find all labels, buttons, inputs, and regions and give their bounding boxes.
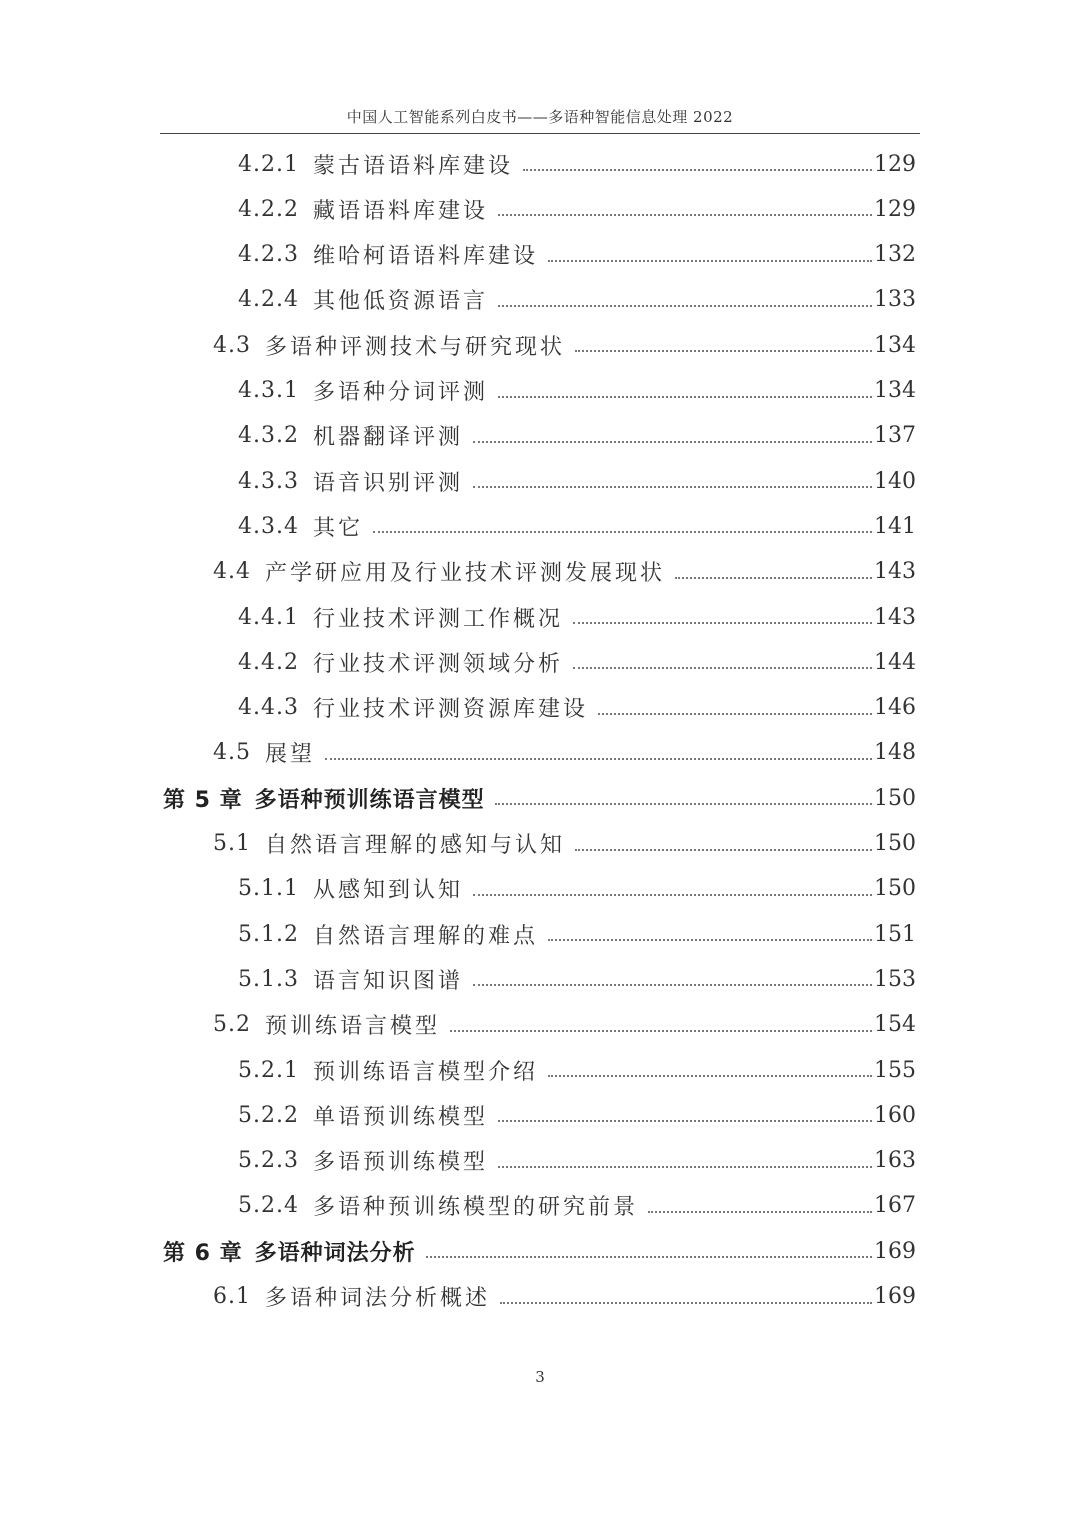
- toc-entry[interactable]: [238, 595, 916, 639]
- toc-entry-page: 129: [874, 151, 916, 177]
- dot-leader: [598, 713, 872, 715]
- toc-entry-title: 其它: [312, 515, 363, 541]
- toc-entry[interactable]: [238, 1184, 916, 1228]
- dot-leader: [548, 939, 872, 941]
- toc-entry-title: 从感知到认知: [312, 878, 463, 904]
- dot-leader: [473, 486, 872, 488]
- toc-entry-number: 第 5 章: [163, 787, 243, 813]
- dot-leader: [473, 984, 872, 986]
- dot-leader: [498, 214, 872, 216]
- toc-entry-number: 4.2.3: [238, 242, 299, 268]
- toc-entry-number: 5.1: [213, 831, 251, 856]
- toc-entry-title: 行业技术评测工作概况: [312, 606, 563, 632]
- page-number: 3: [535, 1368, 545, 1386]
- toc-entry-number: 6.1: [213, 1284, 251, 1309]
- toc-entry-number: 4.3.3: [238, 468, 299, 494]
- toc-entry-title: 多语种分词评测: [312, 380, 488, 405]
- toc-entry-title: 语音识别评测: [312, 470, 463, 496]
- toc-entry-page: 134: [874, 332, 916, 358]
- dot-leader: [548, 1075, 872, 1077]
- toc-entry-title: 多语种预训练语言模型: [254, 787, 485, 813]
- toc-entry-page: 129: [874, 196, 916, 222]
- dot-leader: [523, 169, 872, 171]
- toc-entry-title: 多语种词法分析: [254, 1240, 416, 1266]
- toc-entry-title: 单语预训练模型: [312, 1104, 488, 1130]
- toc-entry-title: 机器翻译评测: [312, 425, 463, 451]
- dot-leader: [573, 667, 872, 669]
- toc-entry-page: 151: [874, 921, 916, 947]
- dot-leader: [450, 1030, 872, 1032]
- toc-entry-title: 多语种词法分析概述: [265, 1286, 491, 1311]
- toc-entry[interactable]: [238, 686, 916, 730]
- toc-entry-page: 167: [874, 1193, 916, 1219]
- dot-leader: [373, 531, 872, 533]
- toc-entry-title: 语言知识图谱: [312, 968, 463, 994]
- toc-entry-number: 4.4.3: [238, 695, 299, 721]
- dot-leader: [498, 396, 872, 398]
- toc-entry[interactable]: [238, 414, 916, 458]
- toc-entry-number: 4.2.1: [238, 151, 299, 177]
- toc-entry-page: 148: [874, 740, 916, 766]
- toc-entry-title: 预训练语言模型: [265, 1014, 441, 1040]
- toc-entry[interactable]: [238, 1048, 916, 1092]
- toc-entry[interactable]: [238, 1093, 916, 1137]
- toc-entry-number: 4.4.2: [238, 649, 299, 675]
- toc-entry-title: 行业技术评测领域分析: [312, 651, 563, 677]
- toc-entry[interactable]: [213, 822, 916, 866]
- toc-entry[interactable]: [238, 912, 916, 956]
- dot-leader: [325, 758, 872, 760]
- toc-entry-number: 4.3.4: [238, 513, 299, 539]
- toc-entry-page: 134: [874, 378, 916, 403]
- toc-entry-page: 169: [874, 1284, 916, 1309]
- toc-entry-title: 行业技术评测资源库建设: [312, 697, 588, 723]
- toc-entry-number: 4.3.1: [238, 378, 299, 403]
- dot-leader: [426, 1256, 872, 1258]
- dot-leader: [500, 1302, 872, 1304]
- toc-entry-number: 第 6 章: [163, 1240, 243, 1266]
- toc-entry-title: 多语预训练模型: [312, 1150, 488, 1176]
- dot-leader: [473, 441, 872, 443]
- toc-entry-number: 4.4: [213, 559, 251, 585]
- toc-entry-page: 163: [874, 1148, 916, 1174]
- dot-leader: [573, 622, 872, 624]
- toc-entry-title: 自然语言理解的感知与认知: [265, 833, 566, 858]
- dot-leader: [498, 1166, 872, 1168]
- toc-entry[interactable]: [213, 1003, 916, 1047]
- toc-entry[interactable]: [238, 1139, 916, 1183]
- dot-leader: [575, 849, 872, 851]
- toc-entry-page: 160: [874, 1102, 916, 1128]
- toc-entry-title: 多语种预训练模型的研究前景: [312, 1195, 638, 1221]
- toc-entry[interactable]: [238, 142, 916, 186]
- toc-entry[interactable]: [238, 867, 916, 911]
- toc-entry[interactable]: [213, 550, 916, 594]
- toc-entry[interactable]: [238, 187, 916, 231]
- dot-leader: [548, 260, 872, 262]
- toc-entry-number: 4.5: [213, 740, 251, 766]
- toc-entry-page: 169: [874, 1238, 916, 1264]
- toc-entry-page: 150: [874, 831, 916, 856]
- toc-entry-title: 预训练语言模型介绍: [312, 1059, 538, 1085]
- toc-entry[interactable]: [238, 369, 916, 413]
- toc-entry-title: 其他低资源语言: [312, 289, 488, 315]
- dot-leader: [473, 894, 872, 896]
- toc-entry-number: 5.2.1: [238, 1057, 299, 1083]
- toc-entry-title: 蒙古语语料库建设: [312, 153, 513, 179]
- toc-entry[interactable]: [238, 957, 916, 1001]
- toc-entry-title: 自然语言理解的难点: [312, 923, 538, 949]
- toc-entry-page: 150: [874, 785, 916, 811]
- toc-entry-number: 5.2.2: [238, 1102, 299, 1128]
- toc-entry-number: 5.1.1: [238, 876, 299, 902]
- dot-leader: [495, 803, 872, 805]
- toc-entry[interactable]: [238, 640, 916, 684]
- dot-leader: [648, 1211, 872, 1213]
- toc-entry-page: 146: [874, 695, 916, 721]
- toc-entry-page: 155: [874, 1057, 916, 1083]
- toc-entry-number: 4.4.1: [238, 604, 299, 630]
- toc-entry-page: 137: [874, 423, 916, 449]
- toc-entry-page: 143: [874, 604, 916, 630]
- toc-entry-page: 144: [874, 649, 916, 675]
- dot-leader: [675, 577, 872, 579]
- toc-chapter-entry[interactable]: [163, 1229, 916, 1273]
- toc-entry-page: 154: [874, 1012, 916, 1038]
- dot-leader: [498, 305, 872, 307]
- toc-entry-page: 150: [874, 876, 916, 902]
- toc-entry[interactable]: [213, 323, 916, 367]
- toc-entry-title: 多语种评测技术与研究现状: [265, 334, 566, 360]
- toc-entry-page: 153: [874, 966, 916, 992]
- toc-entry-number: 5.2.4: [238, 1193, 299, 1219]
- toc-entry-page: 132: [874, 242, 916, 268]
- toc-entry-number: 5.1.2: [238, 921, 299, 947]
- toc-entry-title: 维哈柯语语料库建设: [312, 244, 538, 270]
- toc-entry-number: 5.2.3: [238, 1148, 299, 1174]
- toc-entry-number: 4.3.2: [238, 423, 299, 449]
- toc-entry[interactable]: [238, 233, 916, 277]
- toc-entry-number: 4.3: [213, 332, 251, 358]
- toc-entry-title: 产学研应用及行业技术评测发展现状: [265, 561, 666, 587]
- header-divider: [160, 133, 920, 134]
- toc-entry[interactable]: [238, 278, 916, 322]
- toc-entry-number: 5.1.3: [238, 966, 299, 992]
- toc-entry-number: 4.2.2: [238, 196, 299, 222]
- toc-entry-number: 5.2: [213, 1012, 251, 1038]
- toc-entry-title: 藏语语料库建设: [312, 198, 488, 224]
- toc-entry[interactable]: [213, 731, 916, 775]
- toc-chapter-entry[interactable]: [163, 776, 916, 820]
- toc-entry-page: 133: [874, 287, 916, 313]
- toc-entry-page: 140: [874, 468, 916, 494]
- running-header: 中国人工智能系列白皮书——多语种智能信息处理 2022: [346, 108, 734, 126]
- toc-entry-page: 143: [874, 559, 916, 585]
- toc-entry-title: 展望: [265, 742, 316, 768]
- toc-entry-page: 141: [874, 513, 916, 539]
- dot-leader: [498, 1120, 872, 1122]
- dot-leader: [575, 350, 872, 352]
- toc-entry[interactable]: [238, 459, 916, 503]
- toc-entry[interactable]: [213, 1275, 916, 1319]
- toc-entry-number: 4.2.4: [238, 287, 299, 313]
- toc-entry[interactable]: [238, 504, 916, 548]
